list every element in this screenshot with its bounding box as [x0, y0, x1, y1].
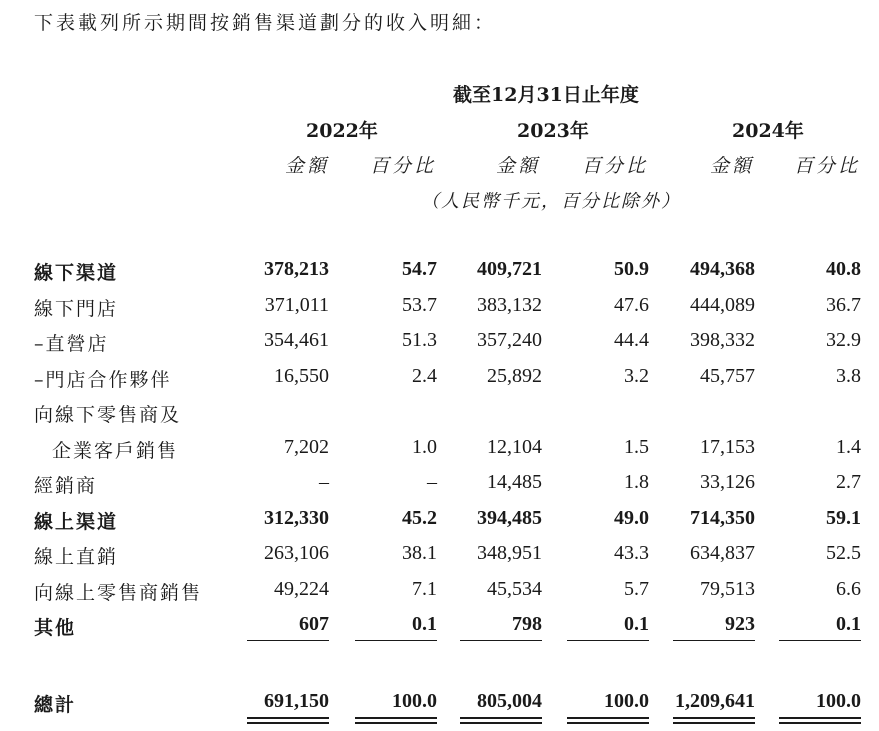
value-2023-amount: 394,485 — [477, 507, 542, 529]
value-2023-amount: 12,104 — [487, 436, 542, 458]
subtotal-rule — [460, 640, 542, 641]
table-row-others — [0, 613, 879, 647]
value-2024-percent: 100.0 — [816, 690, 861, 712]
value-2022-amount: 378,213 — [264, 258, 329, 280]
value-2022-percent: 0.1 — [412, 613, 437, 635]
table-row-offline-channel — [0, 258, 879, 292]
value-2022-amount: 263,106 — [264, 542, 329, 564]
value-2022-percent: 51.3 — [402, 329, 437, 351]
value-2023-percent: 47.6 — [614, 294, 649, 316]
value-2024-percent: 0.1 — [836, 613, 861, 635]
value-2022-amount: 16,550 — [274, 365, 329, 387]
value-2023-percent: 50.9 — [614, 258, 649, 280]
row-label: 線上渠道 — [34, 511, 119, 533]
value-2022-percent: 45.2 — [402, 507, 437, 529]
value-2024-percent: 36.7 — [826, 294, 861, 316]
value-2022-amount: 49,224 — [274, 578, 329, 600]
value-2022-amount: 7,202 — [284, 436, 329, 458]
value-2022-percent: 2.4 — [412, 365, 437, 387]
row-label: 線下門店 — [34, 298, 119, 320]
value-2023-percent: 3.2 — [624, 365, 649, 387]
year-2024-header: 2024年 — [732, 120, 804, 142]
value-2023-percent: 1.8 — [624, 471, 649, 493]
value-2024-percent: 1.4 — [836, 436, 861, 458]
value-2022-amount: 312,330 — [264, 507, 329, 529]
table-row-online-direct — [0, 542, 879, 576]
value-2023-percent: 1.5 — [624, 436, 649, 458]
total-double-rule — [567, 717, 649, 724]
table-row-offline-retailers-corporate — [0, 436, 879, 470]
value-2024-percent: 32.9 — [826, 329, 861, 351]
value-2023-amount: 805,004 — [477, 690, 542, 712]
value-2022-amount: 371,011 — [264, 294, 329, 316]
value-2022-percent: 100.0 — [392, 690, 437, 712]
row-label: 其他 — [34, 617, 77, 639]
value-2024-amount: 17,153 — [700, 436, 755, 458]
value-2022-percent: 54.7 — [402, 258, 437, 280]
table-row-self-operated-stores — [0, 329, 879, 363]
value-2023-percent: 43.3 — [614, 542, 649, 564]
value-2022-percent: 1.0 — [412, 436, 437, 458]
table-row-online-channel — [0, 507, 879, 541]
value-2024-amount: 33,126 — [700, 471, 755, 493]
value-2023-percent: 5.7 — [624, 578, 649, 600]
table-row-online-retailers — [0, 578, 879, 612]
value-2024-percent: 59.1 — [826, 507, 861, 529]
value-2022-percent: 7.1 — [412, 578, 437, 600]
value-2023-amount: 798 — [512, 613, 542, 635]
row-label: –門店合作夥伴 — [34, 369, 172, 391]
value-2024-amount: 1,209,641 — [675, 690, 755, 712]
amount-header-2023: 金額 — [496, 155, 541, 177]
intro-text: 下表載列所示期間按銷售渠道劃分的收入明細： — [34, 12, 497, 34]
value-2024-percent: 52.5 — [826, 542, 861, 564]
row-label: 企業客戶銷售 — [52, 440, 179, 462]
unit-note: （人民幣千元，百分比除外） — [421, 191, 681, 212]
value-2024-percent: 3.8 — [836, 365, 861, 387]
value-2023-percent: 0.1 — [624, 613, 649, 635]
total-double-rule — [247, 717, 329, 724]
value-2024-amount: 444,089 — [690, 294, 755, 316]
percent-header-2023: 百分比 — [582, 155, 649, 177]
total-double-rule — [779, 717, 861, 724]
value-2024-amount: 45,757 — [700, 365, 755, 387]
value-2024-amount: 923 — [725, 613, 755, 635]
subtotal-rule — [355, 640, 437, 641]
value-2024-percent: 2.7 — [836, 471, 861, 493]
table-row-offline-stores — [0, 294, 879, 328]
value-2022-percent: 53.7 — [402, 294, 437, 316]
value-2023-amount: 409,721 — [477, 258, 542, 280]
table-row-offline-retailers-label — [0, 400, 879, 434]
value-2024-amount: 714,350 — [690, 507, 755, 529]
row-label: 經銷商 — [34, 475, 98, 497]
value-2023-percent: 100.0 — [604, 690, 649, 712]
total-double-rule — [460, 717, 542, 724]
subtotal-rule — [247, 640, 329, 641]
value-2023-percent: 49.0 — [614, 507, 649, 529]
value-2024-amount: 79,513 — [700, 578, 755, 600]
value-2023-amount: 45,534 — [487, 578, 542, 600]
value-2024-percent: 6.6 — [836, 578, 861, 600]
value-2023-amount: 348,951 — [477, 542, 542, 564]
year-2023-header: 2023年 — [517, 120, 589, 142]
percent-header-2024: 百分比 — [794, 155, 861, 177]
year-2022-header: 2022年 — [306, 120, 378, 142]
value-2024-amount: 494,368 — [690, 258, 755, 280]
row-label: –直營店 — [34, 333, 109, 355]
subtotal-rule — [567, 640, 649, 641]
value-2022-percent: – — [427, 471, 437, 493]
period-header: 截至12月31日止年度 — [453, 84, 639, 106]
row-label: 向線下零售商及 — [34, 404, 182, 426]
value-2024-amount: 634,837 — [690, 542, 755, 564]
total-double-rule — [355, 717, 437, 724]
table-row-store-partners — [0, 365, 879, 399]
amount-header-2022: 金額 — [285, 155, 330, 177]
value-2022-amount: 691,150 — [264, 690, 329, 712]
table-row-distributors — [0, 471, 879, 505]
value-2022-amount: 607 — [299, 613, 329, 635]
value-2023-amount: 25,892 — [487, 365, 542, 387]
amount-header-2024: 金額 — [710, 155, 755, 177]
row-label: 總計 — [34, 694, 77, 716]
subtotal-rule — [673, 640, 755, 641]
value-2024-amount: 398,332 — [690, 329, 755, 351]
value-2022-amount: 354,461 — [264, 329, 329, 351]
value-2023-percent: 44.4 — [614, 329, 649, 351]
value-2022-amount: – — [319, 471, 329, 493]
value-2023-amount: 357,240 — [477, 329, 542, 351]
value-2024-percent: 40.8 — [826, 258, 861, 280]
value-2022-percent: 38.1 — [402, 542, 437, 564]
total-double-rule — [673, 717, 755, 724]
value-2023-amount: 383,132 — [477, 294, 542, 316]
row-label: 向線上零售商銷售 — [34, 582, 203, 604]
row-label: 線上直銷 — [34, 546, 119, 568]
subtotal-rule — [779, 640, 861, 641]
percent-header-2022: 百分比 — [370, 155, 437, 177]
row-label: 線下渠道 — [34, 262, 119, 284]
value-2023-amount: 14,485 — [487, 471, 542, 493]
